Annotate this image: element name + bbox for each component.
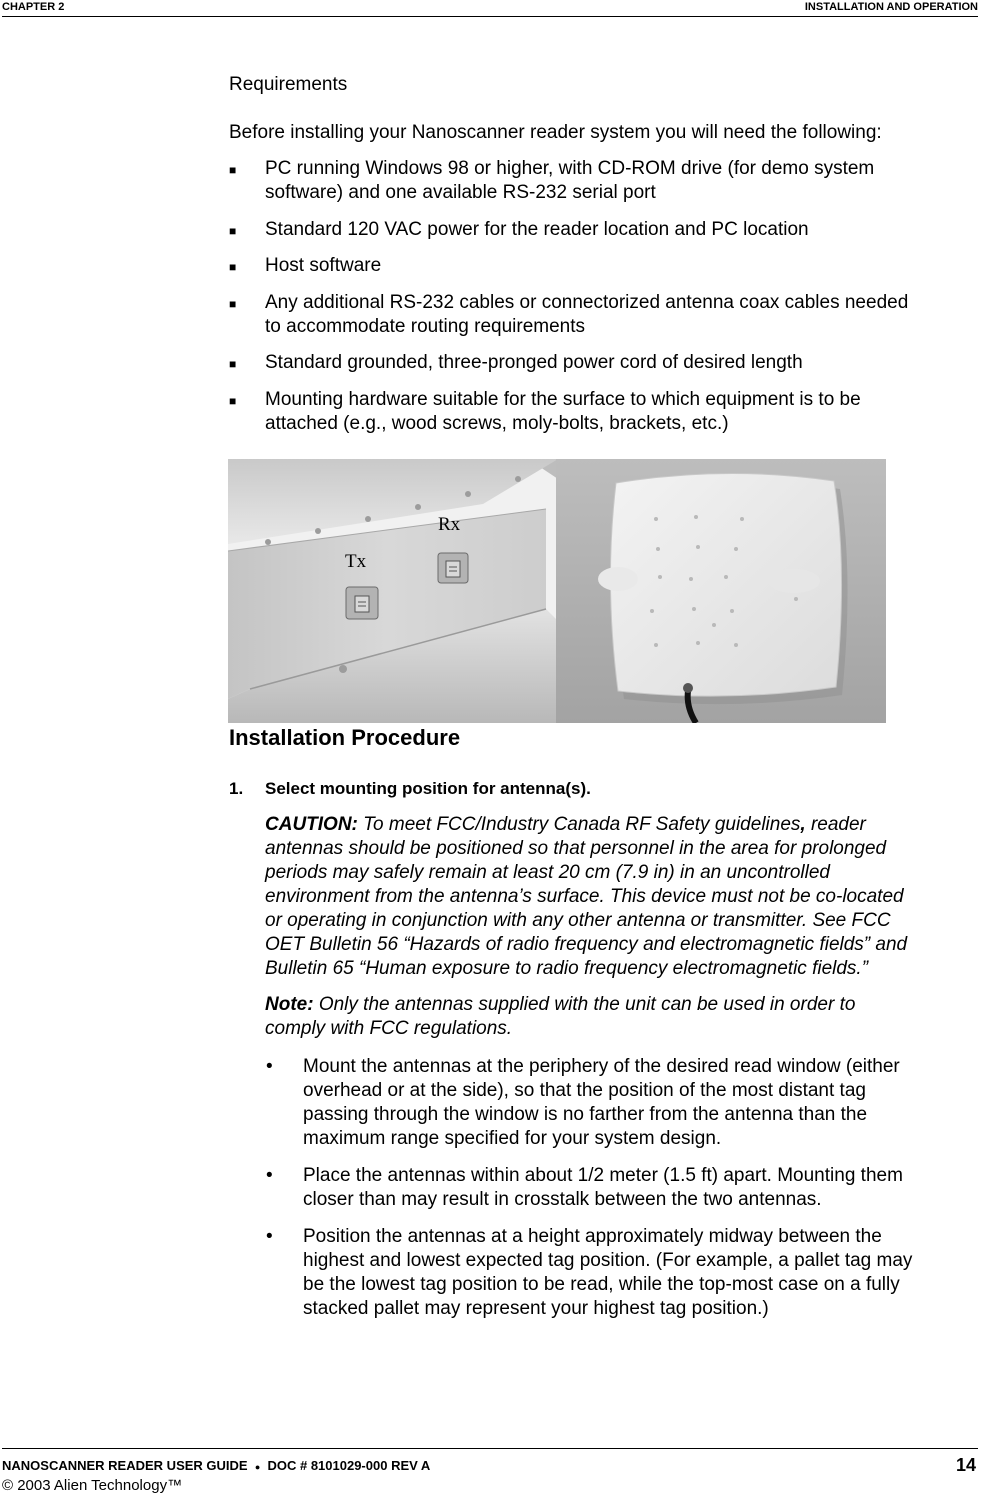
- note-line: Note: Only the antennas supplied with the unit can be used in order to: [265, 994, 856, 1015]
- requirement-item-cont: attached (e.g., wood screws, moly-bolts, brackets, etc.): [265, 413, 729, 434]
- procedure-bullet-cont: closer than may result in crosstalk between the two antennas.: [303, 1189, 822, 1210]
- copyright: © 2003 Alien Technology™: [2, 1477, 183, 1494]
- note-line: comply with FCC regulations.: [265, 1018, 513, 1039]
- procedure-bullet: Mount the antennas at the periphery of the desired read window (either: [303, 1056, 900, 1077]
- step-number: 1.: [229, 779, 244, 798]
- requirement-item: Standard 120 VAC power for the reader location and PC location: [265, 219, 809, 240]
- requirement-item: PC running Windows 98 or higher, with CD-ROM drive (for demo system: [265, 158, 875, 179]
- antenna-panel-photo: [556, 459, 886, 723]
- caution-label: CAUTION:: [265, 814, 358, 835]
- procedure-bullet-cont: stacked pallet may represent your highest tag position.): [303, 1298, 769, 1319]
- square-bullet-icon: ■: [229, 357, 237, 371]
- caution-line: environment from the antenna’s surface. This device must not be co-located: [265, 886, 904, 907]
- antenna-photo-svg: [556, 459, 886, 723]
- caution-line: periods may safely remain at least 20 cm (7.9 in) in an uncontrolled: [265, 862, 830, 883]
- chapter-label: CHAPTER 2: [2, 1, 65, 13]
- procedure-heading: Installation Procedure: [229, 725, 461, 750]
- rx-label: Rx: [438, 514, 461, 535]
- note-label: Note:: [265, 994, 314, 1015]
- square-bullet-icon: ■: [229, 394, 237, 408]
- procedure-bullet-cont: be the lowest tag position to be read, while the top-most case on a fully: [303, 1274, 900, 1295]
- footer-doc-line: [2, 1458, 430, 1473]
- procedure-bullet-cont: maximum range specified for your system design.: [303, 1128, 722, 1149]
- procedure-bullet-cont: overhead or at the side), so that the position of the most distant tag: [303, 1080, 866, 1101]
- dot-bullet-icon: •: [266, 1056, 273, 1077]
- square-bullet-icon: ■: [229, 260, 237, 274]
- tx-label: Tx: [345, 551, 367, 572]
- square-bullet-icon: ■: [229, 224, 237, 238]
- caution-line: antennas should be positioned so that personnel in the area for prolonged: [265, 838, 887, 859]
- page-footer: [2, 1448, 978, 1494]
- requirement-item: Standard grounded, three-pronged power cord of desired length: [265, 352, 803, 373]
- requirement-item-cont: to accommodate routing requirements: [265, 316, 585, 337]
- requirement-item: Host software: [265, 255, 382, 276]
- guide-title: NANOSCANNER READER USER GUIDE: [2, 1458, 248, 1473]
- requirement-item-cont: software) and one available RS-232 serial port: [265, 182, 656, 203]
- reader-connectors-photo: [228, 459, 556, 723]
- caution-line: or operating in conjunction with any other antenna or transmitter. See FCC: [265, 910, 891, 931]
- separator-dot: ●: [254, 1462, 261, 1472]
- square-bullet-icon: ■: [229, 297, 237, 311]
- requirements-title: Requirements: [229, 74, 348, 95]
- requirements-intro: Before installing your Nanoscanner reader system you will need the following:: [229, 122, 882, 143]
- doc-number: DOC # 8101029-000 REV A: [267, 1458, 431, 1473]
- section-label: INSTALLATION AND OPERATION: [804, 1, 978, 13]
- page-header: [2, 0, 978, 17]
- requirement-item: Any additional RS-232 cables or connectorized antenna coax cables needed: [265, 292, 909, 313]
- procedure-bullet-cont: passing through the window is no farther from the antenna than the: [303, 1104, 868, 1125]
- page-number: 14: [955, 1455, 976, 1475]
- procedure-bullet-cont: highest and lowest expected tag position. (For example, a pallet tag may: [303, 1250, 913, 1271]
- caution-line: Bulletin 65 “Human exposure to radio frequency electromagnetic fields.”: [265, 958, 869, 979]
- procedure-bullet: Position the antennas at a height approximately midway between the: [303, 1226, 882, 1247]
- requirement-item: Mounting hardware suitable for the surface to which equipment is to be: [265, 389, 861, 410]
- dot-bullet-icon: •: [266, 1165, 273, 1186]
- step-title: Select mounting position for antenna(s).: [265, 779, 591, 798]
- caution-line: CAUTION: To meet FCC/Industry Canada RF Safety guidelines, reader: [265, 814, 866, 835]
- reader-photo-svg: [228, 459, 556, 723]
- dot-bullet-icon: •: [266, 1226, 273, 1247]
- procedure-bullet: Place the antennas within about 1/2 meter (1.5 ft) apart. Mounting them: [303, 1165, 903, 1186]
- caution-line: OET Bulletin 56 “Hazards of radio frequency and electromagnetic fields” and: [265, 934, 908, 955]
- square-bullet-icon: ■: [229, 163, 237, 177]
